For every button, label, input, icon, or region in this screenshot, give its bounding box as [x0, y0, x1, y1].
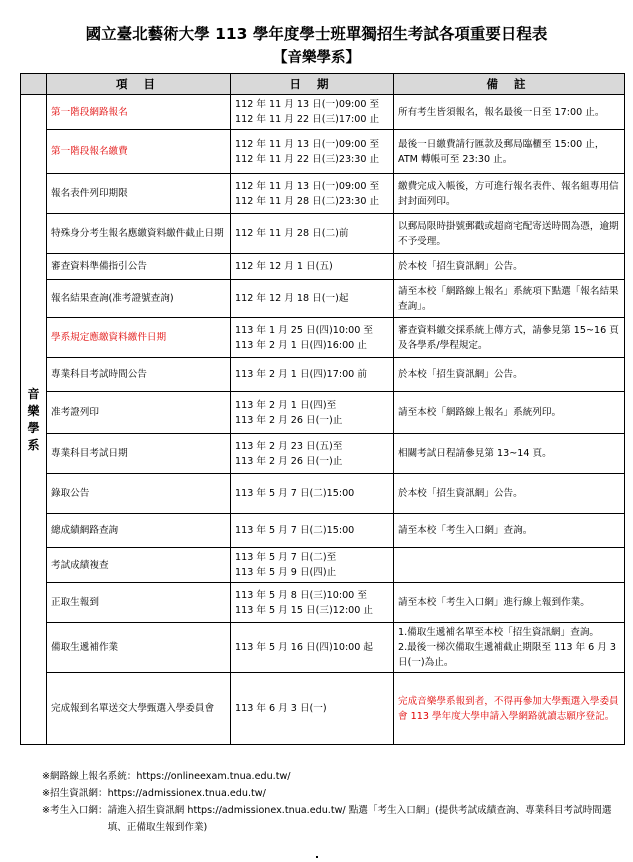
- note-link-online-exam[interactable]: https://onlineexam.tnua.edu.tw/: [136, 771, 291, 782]
- date-line: 112 年 12 月 1 日(五): [235, 261, 333, 272]
- remark-cell: 繳費完成入帳後，方可進行報名表件、報名組專用信封封面列印。: [394, 174, 625, 214]
- remark-cell: 請至本校「網路線上報名」系統列印。: [394, 392, 625, 434]
- note-online-exam: [42, 768, 617, 785]
- note-applicant-portal: [42, 802, 617, 836]
- item-cell: 報名表件列印期限: [47, 174, 231, 214]
- table-row: [21, 214, 625, 254]
- department-label: 音樂學系: [27, 386, 40, 452]
- header-remark: 備 註: [394, 74, 625, 95]
- header-date: 日 期: [231, 74, 394, 95]
- table-row: [21, 392, 625, 434]
- remark-cell: 請至本校「考生入口網」查詢。: [394, 514, 625, 548]
- item-cell: 報名結果查詢(准考證號查詢): [47, 280, 231, 318]
- item-cell: 考試成績複查: [47, 548, 231, 583]
- date-line: 112 年 11 月 28 日(二)23:30 止: [235, 195, 380, 207]
- item-cell: 專業科目考試時間公告: [47, 358, 231, 392]
- table-row: [21, 254, 625, 280]
- table-header-row: [21, 74, 625, 95]
- table-row: [21, 583, 625, 623]
- remark-cell: 所有考生皆須報名，報名最後一日至 17:00 止。: [394, 95, 625, 130]
- header-item: 項 目: [47, 74, 231, 95]
- item-cell: 學系規定應繳資料繳件日期: [47, 318, 231, 358]
- item-cell: 總成績網路查詢: [47, 514, 231, 548]
- department-cell: [21, 95, 47, 745]
- date-line: 112 年 11 月 13 日(一)09:00 至: [235, 99, 380, 110]
- remark-cell: 審查資料繳交採系統上傳方式，請參見第 15~16 頁及各學系/學程規定。: [394, 318, 625, 358]
- notes-section: [42, 768, 617, 836]
- remark-list-item: 1.備取生遞補名單至本校「招生資訊網」查詢。: [398, 627, 600, 638]
- date-line: 112 年 11 月 13 日(一)09:00 至: [235, 138, 380, 150]
- page-subtitle: 【音樂學系】: [273, 50, 360, 66]
- item-cell: 備取生遞補作業: [47, 623, 231, 673]
- table-row: [21, 514, 625, 548]
- date-line: 112 年 11 月 28 日(二)前: [235, 228, 349, 239]
- date-line: 113 年 2 月 1 日(四)至: [235, 399, 337, 411]
- item-cell: 特殊身分考生報名應繳資料繳件截止日期: [47, 214, 231, 254]
- remark-cell: [394, 548, 625, 583]
- note-label: ※考生入口網：: [42, 805, 108, 816]
- page-title: 國立臺北藝術大學 113 學年度學士班單獨招生考試各項重要日程表: [85, 25, 548, 43]
- table-row: [21, 623, 625, 673]
- date-line: 113 年 5 月 16 日(四)10:00 起: [235, 642, 374, 653]
- item-cell: 審查資料準備指引公告: [47, 254, 231, 280]
- item-cell: 錄取公告: [47, 474, 231, 514]
- date-line: 112 年 11 月 13 日(一)09:00 至: [235, 180, 380, 192]
- date-cell: [231, 434, 394, 474]
- remark-cell: 最後一日繳費請行匯款及郵局臨櫃至 15:00 止，ATM 轉帳可至 23:30 止。: [394, 130, 625, 174]
- date-cell: [231, 358, 394, 392]
- date-cell: [231, 280, 394, 318]
- date-line: 112 年 11 月 22 日(三)23:30 止: [235, 153, 380, 165]
- item-cell: 正取生報到: [47, 583, 231, 623]
- note-label: ※招生資訊網：: [42, 788, 108, 799]
- date-line: 113 年 5 月 9 日(四)止: [235, 567, 337, 578]
- date-line: 113 年 1 月 25 日(四)10:00 至: [235, 324, 374, 336]
- date-line: 113 年 5 月 8 日(三)10:00 至: [235, 589, 367, 601]
- table-row: [21, 280, 625, 318]
- date-line: 112 年 11 月 22 日(三)17:00 止: [235, 114, 380, 125]
- date-cell: [231, 254, 394, 280]
- table-row: [21, 673, 625, 745]
- date-cell: [231, 95, 394, 130]
- note-label: ※網路線上報名系統：: [42, 771, 137, 782]
- date-line: 113 年 5 月 7 日(二)15:00: [235, 525, 355, 536]
- table-row: [21, 548, 625, 583]
- table-row: [21, 130, 625, 174]
- date-line: 113 年 2 月 26 日(一)止: [235, 414, 343, 426]
- remark-cell: 相關考試日程請參見第 13~14 頁。: [394, 434, 625, 474]
- date-cell: [231, 392, 394, 434]
- date-line: 113 年 5 月 7 日(二)至: [235, 552, 337, 563]
- remark-cell: [394, 623, 625, 673]
- note-text-applicant-portal: 請進入招生資訊網 https://admissionex.tnua.edu.tw/ 點選「考生入口網」(提供考試成績查詢、專業科目考試時間選填、正備取生報到作業): [107, 805, 612, 833]
- remark-cell: 請至本校「考生入口網」進行線上報到作業。: [394, 583, 625, 623]
- date-cell: [231, 623, 394, 673]
- remark-cell: 完成音樂學系報到者，不得再參加大學甄選入學委員會 113 學年度大學申請入學網路就讀志願序登記。: [394, 673, 625, 745]
- remark-cell: 於本校「招生資訊網」公告。: [394, 474, 625, 514]
- date-line: 112 年 12 月 18 日(一)起: [235, 293, 349, 304]
- table-row: [21, 434, 625, 474]
- date-cell: [231, 548, 394, 583]
- date-line: 113 年 5 月 15 日(三)12:00 止: [235, 604, 374, 616]
- schedule-table: [20, 73, 625, 745]
- date-line: 113 年 6 月 3 日(一): [235, 703, 327, 714]
- date-cell: [231, 474, 394, 514]
- item-cell: 第一階段報名繳費: [47, 130, 231, 174]
- date-cell: [231, 318, 394, 358]
- item-cell: 第一階段網路報名: [47, 95, 231, 130]
- date-cell: [231, 514, 394, 548]
- date-line: 113 年 2 月 1 日(四)17:00 前: [235, 369, 367, 380]
- header-blank: [21, 74, 47, 95]
- date-cell: [231, 673, 394, 745]
- date-line: 113 年 2 月 1 日(四)16:00 止: [235, 339, 367, 351]
- table-row: [21, 95, 625, 130]
- page-mark: [316, 856, 318, 858]
- date-cell: [231, 130, 394, 174]
- note-link-admission-info[interactable]: https://admissionex.tnua.edu.tw/: [107, 788, 266, 799]
- date-cell: [231, 174, 394, 214]
- item-cell: 准考證列印: [47, 392, 231, 434]
- date-line: 113 年 2 月 23 日(五)至: [235, 440, 343, 452]
- table-row: [21, 358, 625, 392]
- remark-cell: 以郵局限時掛號郵戳或超商宅配寄送時間為憑，逾期不予受理。: [394, 214, 625, 254]
- date-line: 113 年 2 月 26 日(一)止: [235, 455, 343, 467]
- note-admission-info: [42, 785, 617, 802]
- item-cell: 專業科目考試日期: [47, 434, 231, 474]
- table-row: [21, 318, 625, 358]
- remark-list-item: 2.最後一梯次備取生遞補截止期限至 113 年 6 月 3 日(一)為止。: [398, 642, 617, 668]
- remark-cell: 於本校「招生資訊網」公告。: [394, 358, 625, 392]
- date-line: 113 年 5 月 7 日(二)15:00: [235, 488, 355, 499]
- remark-cell: 請至本校「網路線上報名」系統項下點選「報名結果查詢」。: [394, 280, 625, 318]
- table-row: [21, 174, 625, 214]
- remark-cell: 於本校「招生資訊網」公告。: [394, 254, 625, 280]
- item-cell: 完成報到名單送交大學甄選入學委員會: [47, 673, 231, 745]
- date-cell: [231, 214, 394, 254]
- date-cell: [231, 583, 394, 623]
- table-row: [21, 474, 625, 514]
